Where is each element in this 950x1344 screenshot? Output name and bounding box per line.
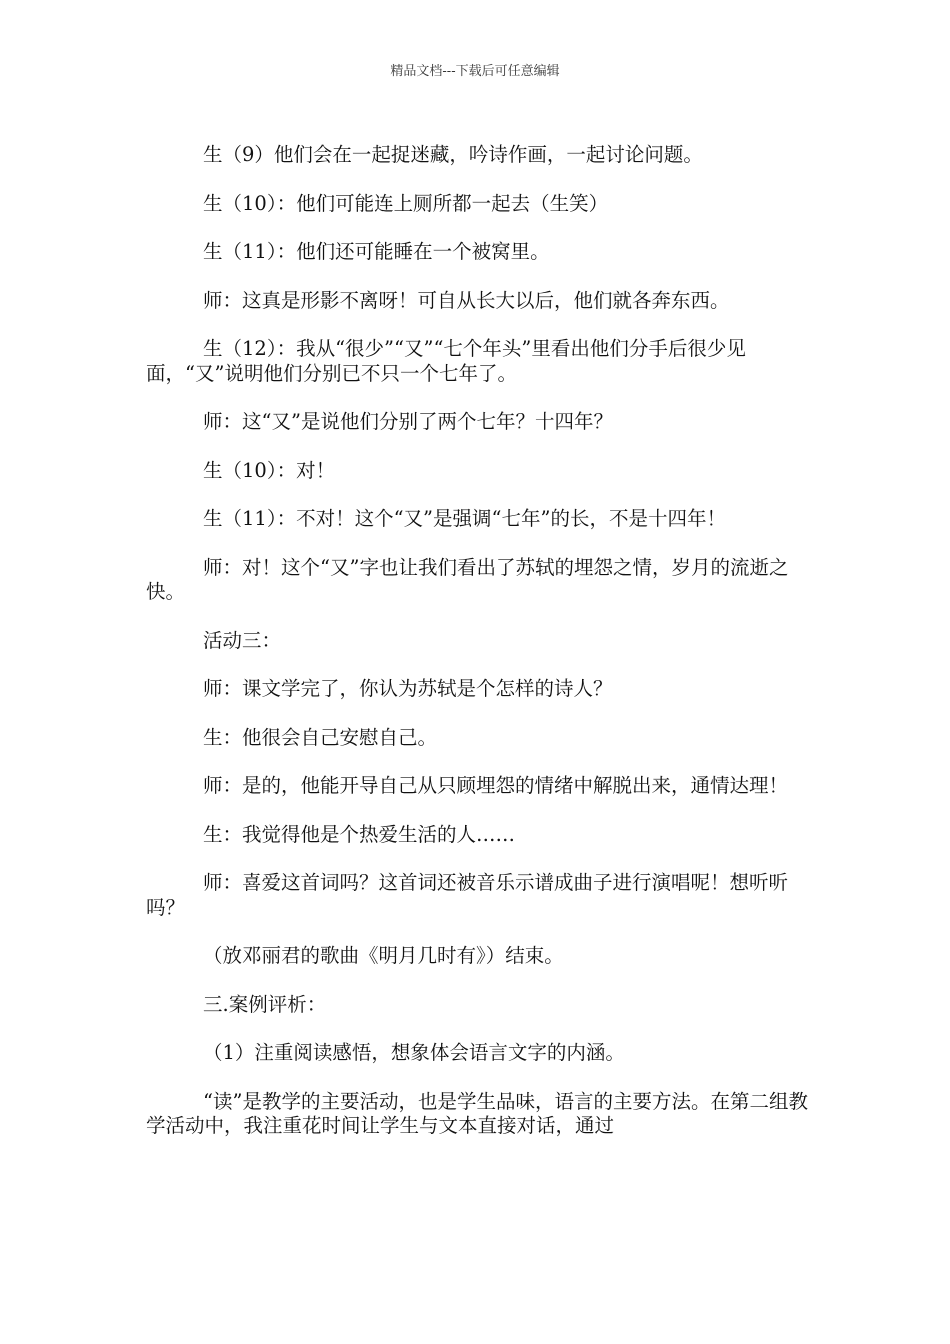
paragraph: 师：对！这个“又”字也让我们看出了苏轼的埋怨之情，岁月的流逝之快。	[146, 555, 789, 603]
paragraph: 师：是的，他能开导自己从只顾埋怨的情绪中解脱出来，通情达理！	[203, 774, 789, 797]
paragraph: 生（11）：不对！这个“又”是强调“七年”的长，不是十四年！	[203, 507, 726, 530]
paragraph: （放邓丽君的歌曲《明月几时有》）结束。	[203, 944, 564, 967]
page-header: 精品文档---下载后可任意编辑	[390, 64, 560, 79]
paragraph: 生：我觉得他是个热爱生活的人……	[203, 822, 516, 846]
paragraph: 生（9）他们会在一起捉迷藏，吟诗作画，一起讨论问题。	[203, 143, 703, 166]
section-heading: 三.案例评析：	[203, 992, 327, 1016]
paragraph: 生（10）：对！	[203, 458, 336, 482]
paragraph: 生：他很会自己安慰自己。	[203, 725, 438, 749]
paragraph: 师：课文学完了，你认为苏轼是个怎样的诗人？	[203, 677, 613, 700]
paragraph: 师：这真是形影不离呀！可自从长大以后，他们就各奔东西。	[203, 288, 730, 312]
paragraph: “读”是教学的主要活动，也是学生品味，语言的主要方法。在第二组教学活动中，我注重花时间让学生与文本直接对话，通过	[146, 1089, 808, 1137]
paragraph: 师：喜爱这首词吗？这首词还被音乐示谱成曲子进行演唱呢！想听听吗？	[146, 871, 789, 919]
paragraph: 生（11）：他们还可能睡在一个被窝里。	[203, 240, 550, 263]
paragraph: 生（10）：他们可能连上厕所都一起去（生笑）	[203, 191, 609, 215]
section-heading: 活动三：	[203, 628, 282, 652]
paragraph: 师：这“又”是说他们分别了两个七年？十四年？	[203, 410, 613, 433]
document-body	[146, 143, 808, 1163]
subsection-heading: （1）注重阅读感悟，想象体会语言文字的内涵。	[203, 1041, 625, 1064]
paragraph: 生（12）：我从“很少”“又”“七个年头”里看出他们分手后很少见面，“又”说明他们分别已不只一个七年了。	[146, 337, 746, 385]
